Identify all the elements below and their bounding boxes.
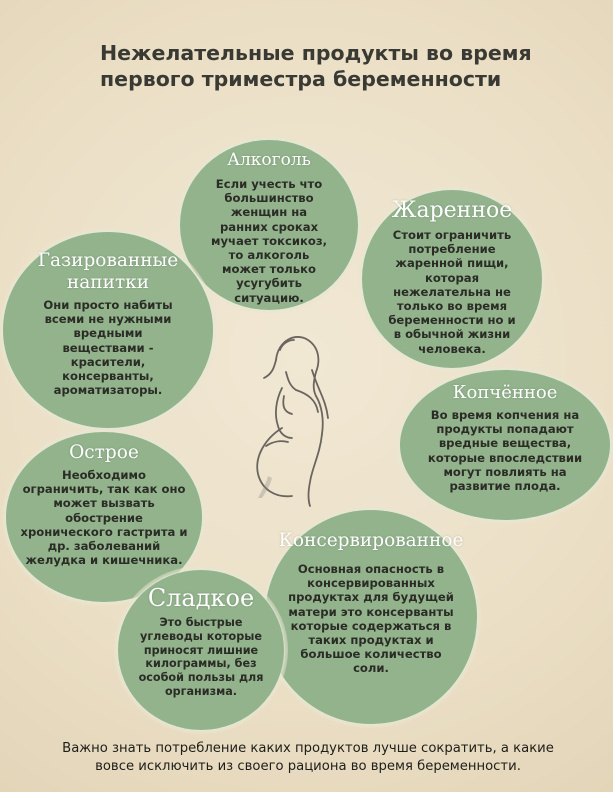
- circle-canned-title: Консервированное: [278, 530, 464, 551]
- page-title: [100, 40, 580, 92]
- circle-soda-title-line-1: Газированные: [37, 250, 179, 271]
- circle-canned-text: Основная опасность в консервированных продуктах для будущей матери это консерванты которые содержаться в таких продуктах и большое количество соли.: [288, 562, 454, 676]
- page-title-line-1: Нежелательные продукты во время: [100, 41, 532, 65]
- circle-fried-title: Жаренное: [391, 198, 513, 223]
- circle-soda-title: [38, 250, 178, 294]
- circle-spicy-title: Острое: [69, 442, 139, 463]
- circle-alcohol: [180, 140, 358, 310]
- footer-line-2: вовсе исключить из своего рациона во время беременности.: [95, 759, 521, 774]
- circle-smoked-title: Копчённое: [452, 382, 558, 403]
- circle-soda-title-line-2: напитки: [66, 272, 150, 293]
- footer-note: [8, 740, 608, 776]
- circle-canned: [265, 510, 477, 724]
- footer-line-1: Важно знать потребление каких продуктов лучше сократить, а какие: [62, 741, 554, 756]
- circle-smoked: [400, 370, 610, 520]
- circle-fried: [362, 190, 542, 368]
- circle-fried-text: Стоит ограничить потребление жаренной пищи, которая нежелательна не только во время беременности но и в обычной жизни человека.: [388, 228, 516, 356]
- circle-soda: [3, 232, 213, 428]
- circle-alcohol-title: Алкоголь: [227, 150, 311, 170]
- circle-alcohol-text: Если учесть что большинство женщин на ранних сроках мучает токсикоз, то алкоголь может только усугубить ситуацию.: [211, 177, 327, 305]
- circle-smoked-text: Во время копчения на продукты попадают вредные вещества, которые впоследствии могут повлиять на развитие плода.: [427, 408, 583, 494]
- page-title-line-2: первого триместра беременности: [100, 67, 502, 91]
- pregnant-woman-silhouette-icon: [236, 330, 346, 508]
- circle-sweet-title: Сладкое: [147, 584, 255, 612]
- circle-sweet-text: Это быстрые углеводы которые приносят лишние килограммы, без особой пользы для организма.: [138, 616, 264, 698]
- circle-spicy-text: Необходимо ограничить, так как оно может вызвать обострение хронического гастрита и др. заболеваний желудка и кишечника.: [20, 468, 188, 568]
- circle-sweet: [118, 570, 284, 730]
- circle-soda-text: Они просто набиты всеми не нужными вредными веществами - красители, консерванты, ароматизаторы.: [43, 298, 173, 398]
